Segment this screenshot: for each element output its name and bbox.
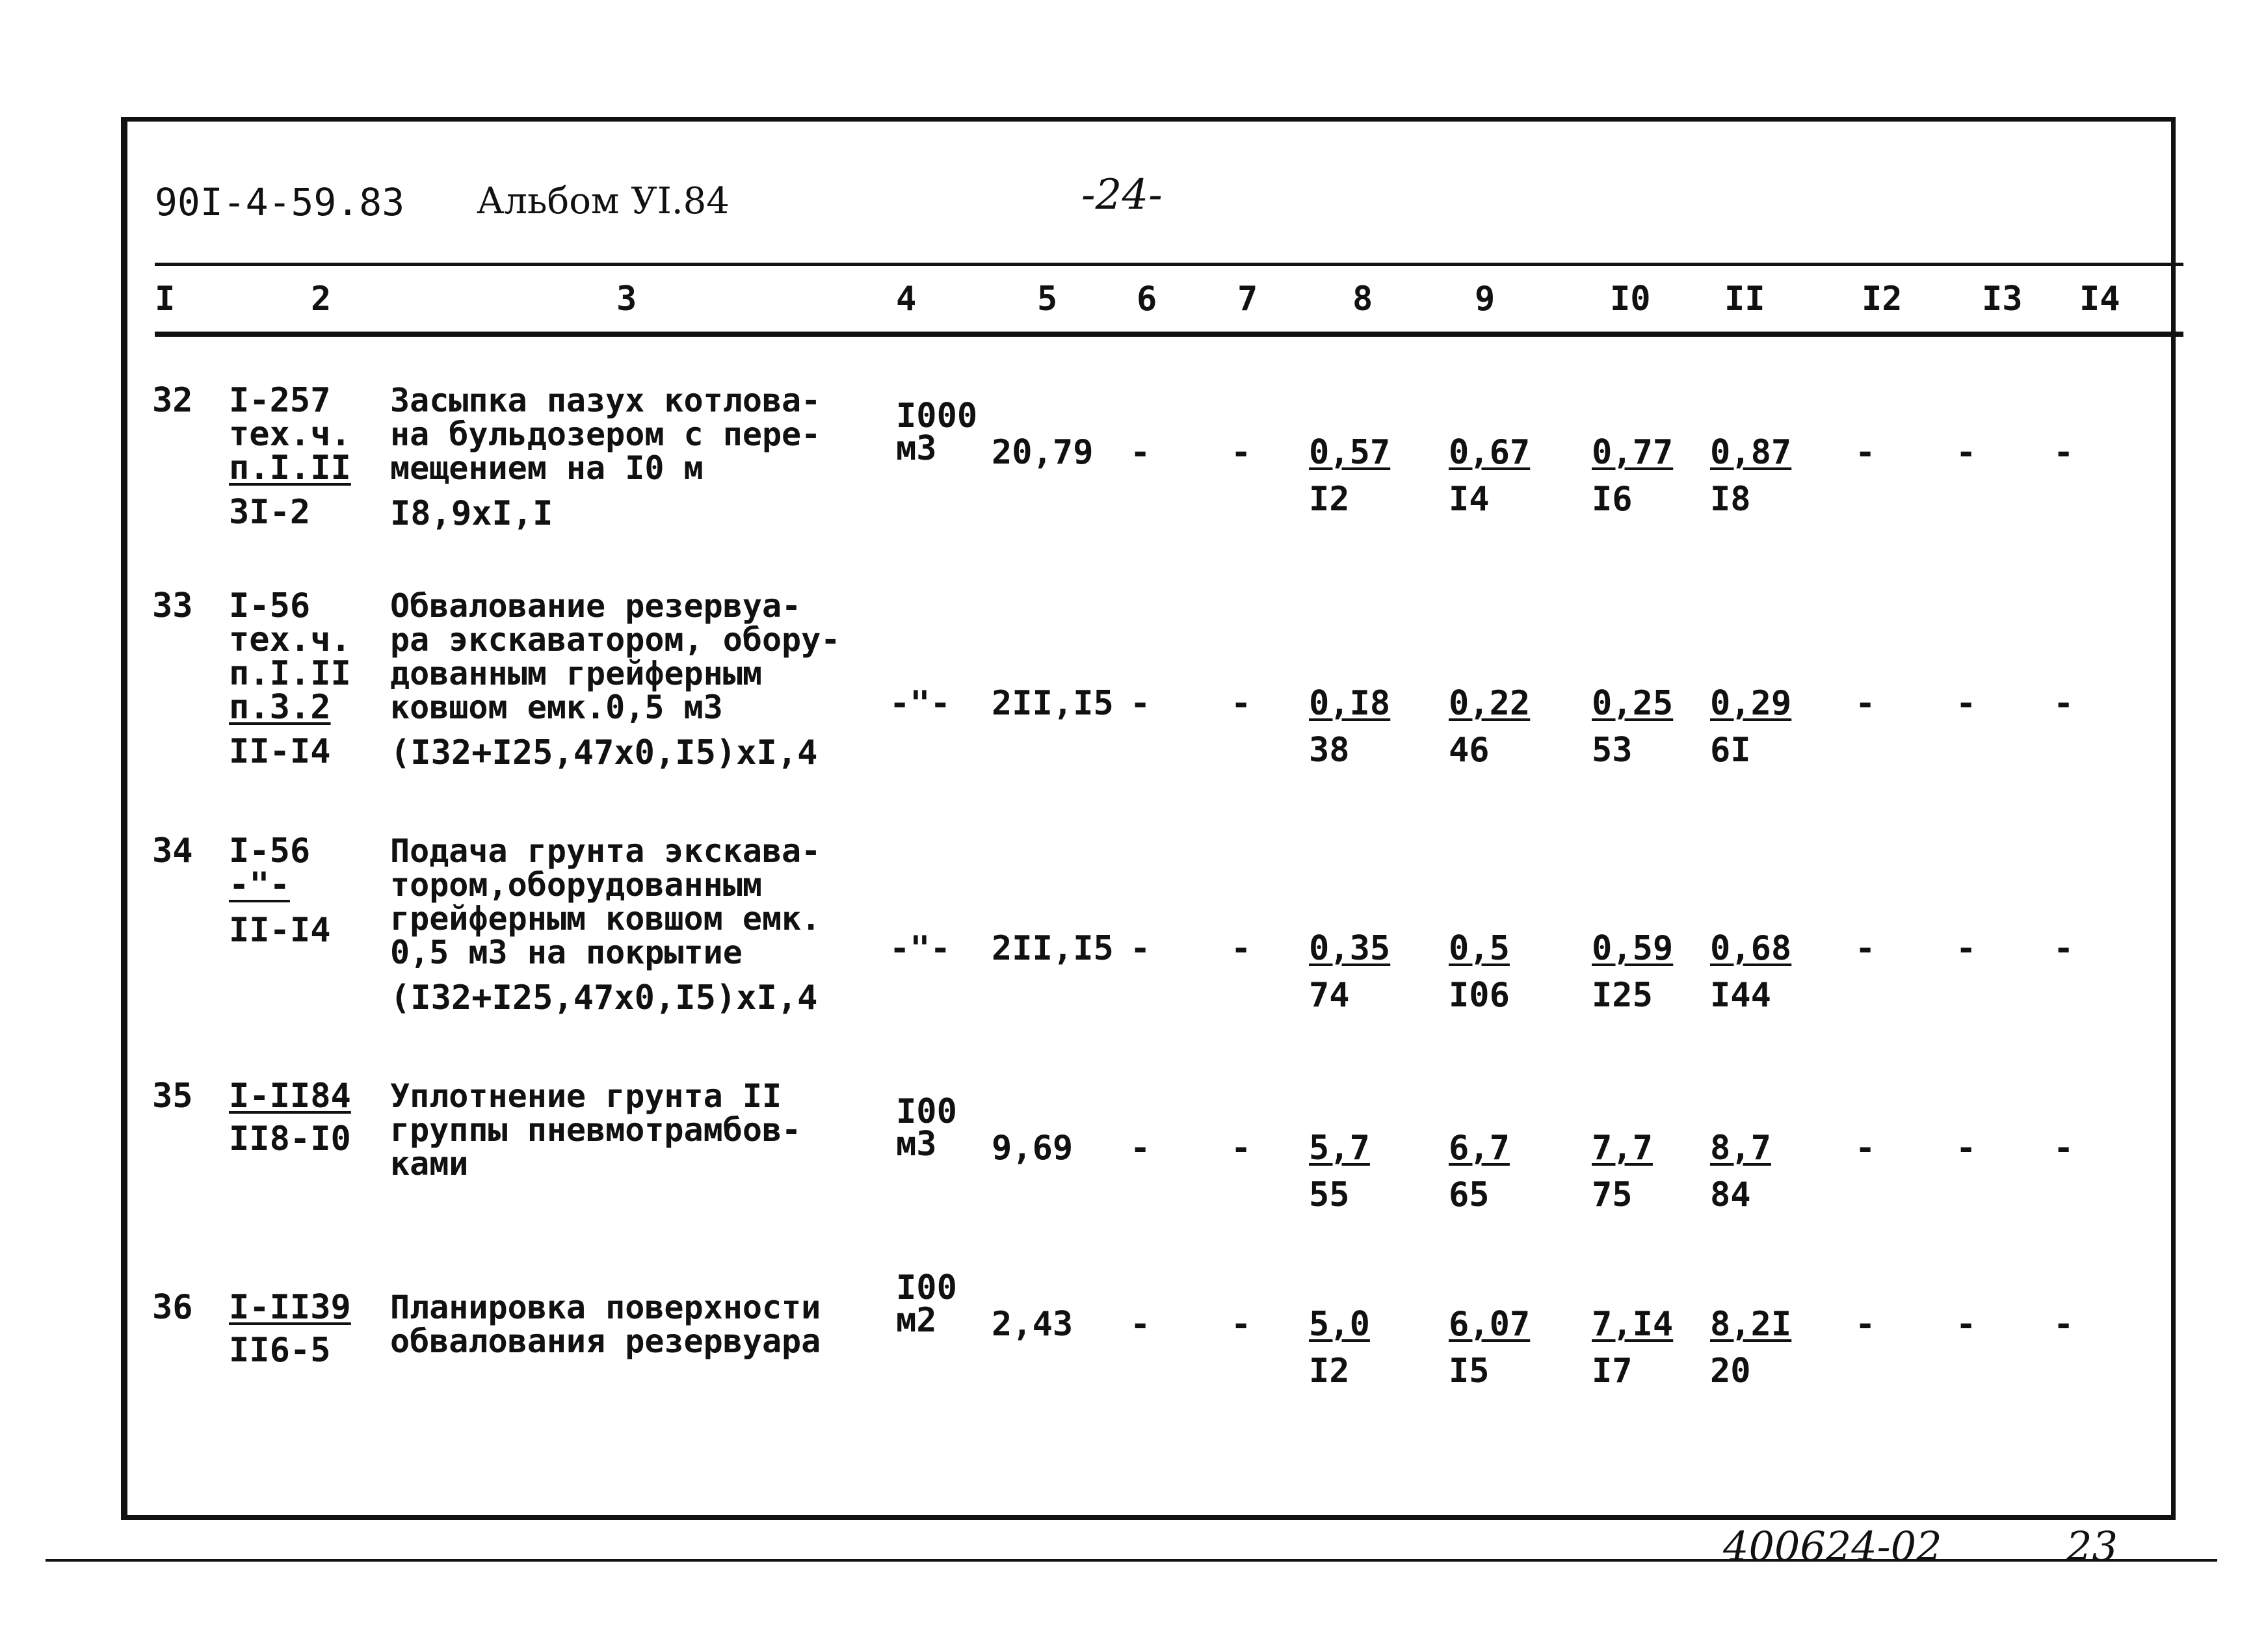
column-header-8: 8 <box>1352 280 1373 319</box>
row-description-line: мещением на I0 м <box>390 449 704 487</box>
column-header-12: I2 <box>1862 280 1903 319</box>
row-description-line: обвалования резервуара <box>390 1322 821 1360</box>
row-value-top: 0,I8 <box>1309 684 1391 723</box>
row-col14: - <box>2053 684 2074 723</box>
row-ref-line: I-II39 <box>229 1288 351 1327</box>
row-formula: (I32+I25,47x0,I5)xI,4 <box>390 978 818 1017</box>
row-ref-line: I-II84 <box>229 1077 351 1116</box>
row-col14: - <box>2053 1305 2074 1344</box>
row-value-top: 0,87 <box>1710 433 1792 472</box>
row-col5: 9,69 <box>992 1129 1074 1168</box>
row-col7: - <box>1231 1129 1252 1168</box>
row-value-bottom: I7 <box>1592 1352 1633 1391</box>
row-description-line: группы пневмотрамбов- <box>390 1111 802 1149</box>
row-col6: - <box>1130 684 1151 723</box>
row-value-top: 0,25 <box>1592 684 1674 723</box>
header-rule-top <box>155 263 2183 266</box>
row-number: 36 <box>152 1288 193 1327</box>
row-value-bottom: 55 <box>1309 1175 1350 1214</box>
row-col14: - <box>2053 1129 2074 1168</box>
row-unit: I000 <box>896 397 978 436</box>
row-value-top: 6,7 <box>1449 1129 1510 1168</box>
row-value-top: 0,5 <box>1449 929 1510 968</box>
row-value-top: 0,22 <box>1449 684 1531 723</box>
row-description-line: дованным грейферным <box>390 655 762 692</box>
row-ref-bottom: II-I4 <box>229 732 331 771</box>
row-value-top: 8,7 <box>1710 1129 1771 1168</box>
row-col6: - <box>1130 929 1151 968</box>
row-col5: 2,43 <box>992 1305 1074 1344</box>
row-value-bottom: I25 <box>1592 976 1653 1015</box>
row-col13: - <box>1956 1129 1977 1168</box>
row-ref-line: I-257 <box>229 381 331 420</box>
row-value-bottom: I44 <box>1710 976 1771 1015</box>
row-col6: - <box>1130 433 1151 472</box>
row-unit: I00 <box>896 1092 957 1131</box>
column-header-10: I0 <box>1610 280 1651 319</box>
row-col14: - <box>2053 929 2074 968</box>
row-ref-line: п.I.II <box>229 449 351 488</box>
row-value-bottom: 6I <box>1710 731 1751 770</box>
row-description-line: ра экскаватором, обору- <box>390 621 841 659</box>
row-value-bottom: I5 <box>1449 1352 1490 1391</box>
row-value-top: 0,35 <box>1309 929 1391 968</box>
column-header-6: 6 <box>1137 280 1157 319</box>
row-number: 35 <box>152 1077 193 1116</box>
column-header-11: II <box>1724 280 1765 319</box>
row-description-line: Планировка поверхности <box>390 1289 821 1326</box>
row-unit: м3 <box>896 1125 937 1164</box>
row-ref-line: тех.ч. <box>229 620 351 659</box>
doc-code: 90I-4-59.83 <box>155 180 405 224</box>
row-description-line: тором,оборудованным <box>390 866 762 904</box>
row-ref-bottom: II-I4 <box>229 911 331 950</box>
row-value-bottom: 46 <box>1449 731 1490 770</box>
row-value-bottom: I4 <box>1449 480 1490 519</box>
row-col6: - <box>1130 1305 1151 1344</box>
row-number: 34 <box>152 832 193 871</box>
column-header-4: 4 <box>896 280 917 319</box>
row-value-top: 7,7 <box>1592 1129 1653 1168</box>
row-description-line: на бульдозером с пере- <box>390 415 821 453</box>
column-header-9: 9 <box>1475 280 1495 319</box>
row-value-bottom: I6 <box>1592 480 1633 519</box>
row-col12: - <box>1855 1305 1876 1344</box>
row-value-bottom: 84 <box>1710 1175 1751 1214</box>
row-description-line: Засыпка пазух котлова- <box>390 382 821 419</box>
row-description-line: Обвалование резервуа- <box>390 587 802 625</box>
row-description-line: ками <box>390 1145 469 1183</box>
row-description-line: 0,5 м3 на покрытие <box>390 934 743 971</box>
row-value-bottom: 75 <box>1592 1175 1633 1214</box>
row-unit: м2 <box>896 1301 937 1340</box>
column-header-14: I4 <box>2079 280 2120 319</box>
row-col12: - <box>1855 433 1876 472</box>
row-value-top: 7,I4 <box>1592 1305 1674 1344</box>
album-label: Альбом УI.84 <box>477 180 730 222</box>
row-col6: - <box>1130 1129 1151 1168</box>
row-ref-line: -"- <box>229 865 290 904</box>
row-unit: I00 <box>896 1268 957 1307</box>
row-unit: м3 <box>896 429 937 468</box>
row-value-top: 5,7 <box>1309 1129 1370 1168</box>
row-value-top: 0,68 <box>1710 929 1792 968</box>
sheet-number: 23 <box>2066 1523 2118 1570</box>
row-number: 33 <box>152 586 193 625</box>
row-value-bottom: 20 <box>1710 1352 1751 1391</box>
row-col13: - <box>1956 433 1977 472</box>
row-value-bottom: 38 <box>1309 731 1350 770</box>
header-rule-bottom <box>155 332 2183 337</box>
row-number: 32 <box>152 381 193 420</box>
row-col12: - <box>1855 1129 1876 1168</box>
row-col7: - <box>1231 433 1252 472</box>
row-col13: - <box>1956 929 1977 968</box>
row-col7: - <box>1231 684 1252 723</box>
row-ref-line: п.3.2 <box>229 688 331 727</box>
row-col13: - <box>1956 684 1977 723</box>
row-col5: 2II,I5 <box>992 684 1114 723</box>
row-description-line: Уплотнение грунта II <box>390 1077 782 1115</box>
row-description-line: Подача грунта экскава- <box>390 832 821 870</box>
row-value-bottom: I06 <box>1449 976 1510 1015</box>
archive-number: 400624-02 <box>1723 1523 1942 1570</box>
row-ref-line: I-56 <box>229 832 311 871</box>
row-value-top: 0,59 <box>1592 929 1674 968</box>
column-header-7: 7 <box>1237 280 1258 319</box>
row-value-bottom: 74 <box>1309 976 1350 1015</box>
row-value-bottom: I8 <box>1710 480 1751 519</box>
row-col14: - <box>2053 433 2074 472</box>
row-value-top: 5,0 <box>1309 1305 1370 1344</box>
column-header-3: 3 <box>616 280 637 319</box>
column-header-5: 5 <box>1037 280 1058 319</box>
row-value-top: 0,57 <box>1309 433 1391 472</box>
row-value-bottom: 65 <box>1449 1175 1490 1214</box>
row-ref-line: тех.ч. <box>229 415 351 454</box>
column-header-13: I3 <box>1982 280 2023 319</box>
row-value-top: 0,29 <box>1710 684 1792 723</box>
row-formula: I8,9xI,I <box>390 494 553 533</box>
row-ref-line: I-56 <box>229 586 311 625</box>
row-value-bottom: 53 <box>1592 731 1633 770</box>
row-value-top: 0,77 <box>1592 433 1674 472</box>
row-description-line: грейферным ковшом емк. <box>390 900 821 937</box>
row-ref-bottom: 3I-2 <box>229 493 311 532</box>
row-col13: - <box>1956 1305 1977 1344</box>
row-col5: 20,79 <box>992 433 1094 472</box>
row-col12: - <box>1855 929 1876 968</box>
row-value-bottom: I2 <box>1309 1352 1350 1391</box>
row-col12: - <box>1855 684 1876 723</box>
row-value-top: 6,07 <box>1449 1305 1531 1344</box>
column-header-1: I <box>155 280 176 319</box>
row-description-line: ковшом емк.0,5 м3 <box>390 688 723 726</box>
row-value-bottom: I2 <box>1309 480 1350 519</box>
row-ref-line: п.I.II <box>229 654 351 693</box>
row-ref-bottom: II6-5 <box>229 1331 331 1370</box>
row-col7: - <box>1231 929 1252 968</box>
row-unit: -"- <box>889 684 951 723</box>
column-header-2: 2 <box>311 280 332 319</box>
row-value-top: 0,67 <box>1449 433 1531 472</box>
row-col5: 2II,I5 <box>992 929 1114 968</box>
page-number: -24- <box>1081 171 1163 219</box>
row-unit: -"- <box>889 929 951 968</box>
row-value-top: 8,2I <box>1710 1305 1792 1344</box>
row-ref-bottom: II8-I0 <box>229 1120 351 1159</box>
row-formula: (I32+I25,47x0,I5)xI,4 <box>390 733 818 772</box>
row-col7: - <box>1231 1305 1252 1344</box>
